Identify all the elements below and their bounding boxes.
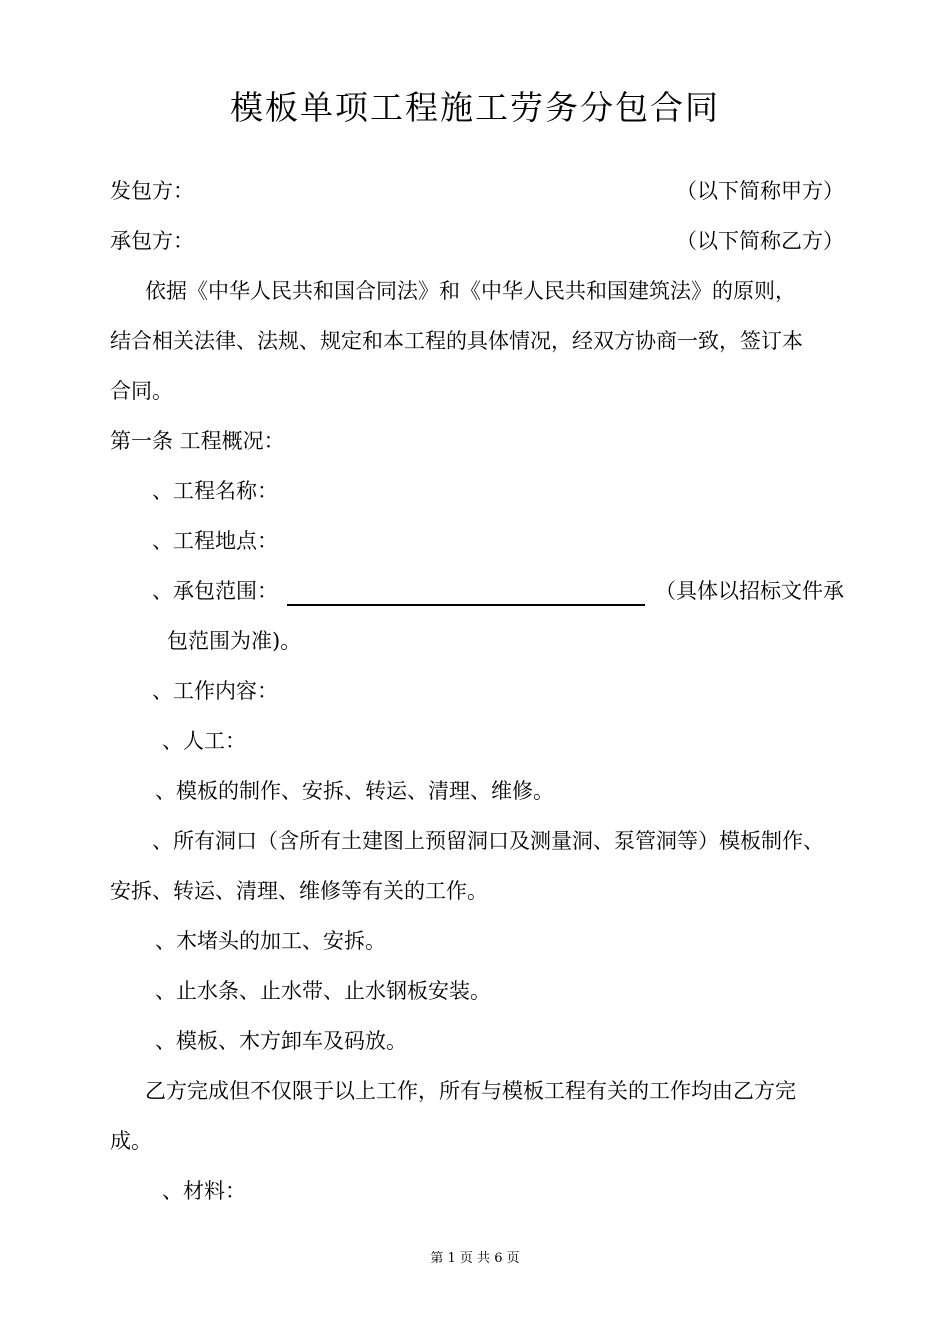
labor-item-4: 、止水条、止水带、止水钢板安装。 [155, 979, 491, 1003]
summary-line-2: 成。 [110, 1129, 152, 1153]
labor-item-1: 、模板的制作、安拆、转运、清理、维修。 [155, 779, 554, 803]
labor-item-2-line-1: 、所有洞口（含所有土建图上预留洞口及测量洞、泵管洞等）模板制作、 [152, 829, 824, 853]
item-contract-scope: 、承包范围： [152, 579, 278, 603]
item-project-name: 、工程名称： [152, 479, 278, 503]
item-scope-continuation: 包范围为准)。 [167, 629, 302, 653]
labor-item-3: 、木堵头的加工、安拆。 [155, 929, 386, 953]
article-1-heading: 第一条 工程概况： [110, 429, 285, 453]
intro-line-1: 依据《中华人民共和国合同法》和《中华人民共和国建筑法》的原则， [145, 279, 796, 303]
party-a-note: （以下简称甲方） [676, 179, 844, 203]
item-work-content: 、工作内容： [152, 679, 278, 703]
sub-labor-heading: 、人工： [162, 729, 246, 753]
scope-blank-underline [287, 604, 645, 606]
labor-item-2-line-2: 安拆、转运、清理、维修等有关的工作。 [110, 879, 488, 903]
item-project-location: 、工程地点： [152, 529, 278, 553]
intro-line-3: 合同。 [110, 379, 173, 403]
party-b-note: （以下简称乙方） [676, 229, 844, 253]
sub-material-heading: 、材料： [162, 1179, 246, 1203]
summary-line-1: 乙方完成但不仅限于以上工作，所有与模板工程有关的工作均由乙方完 [145, 1079, 796, 1103]
document-title: 模板单项工程施工劳务分包合同 [230, 88, 720, 127]
item-scope-note: （具体以招标文件承 [655, 579, 844, 603]
page-footer: 第 1 页 共 6 页 [430, 1251, 520, 1266]
intro-line-2: 结合相关法律、法规、规定和本工程的具体情况，经双方协商一致，签订本 [110, 329, 803, 353]
party-b-label: 承包方： [110, 229, 194, 253]
labor-item-5: 、模板、木方卸车及码放。 [155, 1029, 407, 1053]
party-a-label: 发包方： [110, 179, 194, 203]
